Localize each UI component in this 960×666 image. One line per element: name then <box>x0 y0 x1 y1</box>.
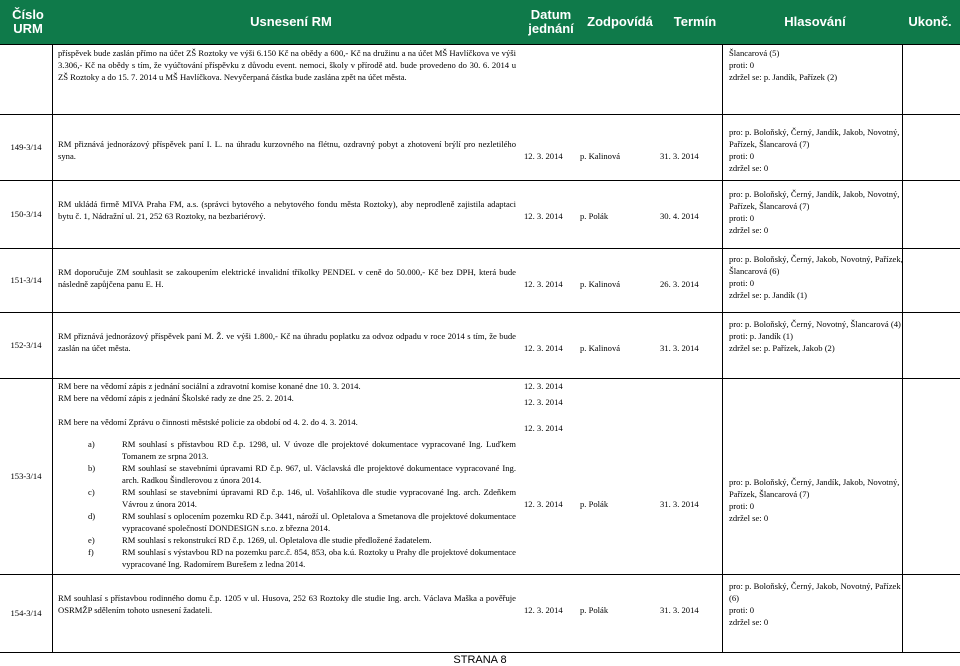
resolution-number: 150-3/14 <box>10 209 42 219</box>
table-row <box>0 44 960 114</box>
list-item: a) RM souhlasí s přístavbou RD č.p. 1298, ul. V úvoze dle projektové dokumentace vypracované Ing. Luďkem Tomanem ze srpna 2013. <box>88 439 516 461</box>
vote-against: proti: 0 <box>729 60 755 70</box>
vote-abstain: zdržel se: 0 <box>729 617 769 627</box>
table-header <box>0 0 960 44</box>
table-row <box>0 248 960 312</box>
header-cislo: Číslo URM <box>12 7 44 36</box>
meeting-date: 12. 3. 2014 <box>524 499 563 509</box>
table-row <box>0 312 960 378</box>
meeting-date: 12. 3. 2014 <box>524 279 563 289</box>
resolution-text: RM souhlasí s přístavbou rodinného domu č.p. 1205 v ul. Husova, 252 63 Roztoky dle studie Ing. arch. Václava Maška a pověřuje OSRMŽP sdělením tohoto usnesení žadateli. <box>58 593 516 615</box>
vote-for: pro: p. Boloňský, Černý, Jandík, Jakob, Novotný, Pařízek, Šlancarová (7) <box>729 189 900 211</box>
resolution-text: RM doporučuje ZM souhlasit se zakoupením elektrické invalidní tříkolky PENDEL v ceně do 50.000,- Kč bez DPH, která bude následně zapůjčena panu E. H. <box>58 267 516 289</box>
table-row <box>0 180 960 248</box>
list-item: b) RM souhlasí se stavebními úpravami RD č.p. 967, ul. Václavská dle projektové dokumentace vypracované Ing. arch. Radkou Šindlerovou z února 2014. <box>88 463 516 485</box>
note-date: 12. 3. 2014 <box>524 423 563 433</box>
vote-against: proti: 0 <box>729 151 755 161</box>
meeting-date: 12. 3. 2014 <box>524 151 563 161</box>
vote-result <box>729 126 904 174</box>
note-social-commission: RM bere na vědomí zápis z jednání sociální a zdravotní komise konané dne 10. 3. 2014. <box>58 381 361 391</box>
vote-for: Šlancarová (5) <box>729 48 780 58</box>
header-ukonceno: Ukonč. <box>908 14 952 29</box>
resolution-number: 153-3/14 <box>10 471 42 481</box>
header-zodpovida: Zodpovídá <box>587 14 653 29</box>
vote-abstain: zdržel se: 0 <box>729 225 769 235</box>
deadline: 26. 3. 2014 <box>660 279 699 289</box>
resolution-text: RM přiznává jednorázový příspěvek paní I. L. na úhradu kurzovného na flétnu, ozdravný pobyt a zhotovení brýlí pro nezletilého syna. <box>58 139 516 161</box>
vote-for: pro: p. Boloňský, Černý, Novotný, Šlancarová (4) <box>729 319 901 329</box>
meeting-date: 12. 3. 2014 <box>524 605 563 615</box>
note-date: 12. 3. 2014 <box>524 397 563 407</box>
header-hlasovani: Hlasování <box>784 14 846 29</box>
vote-abstain: zdržel se: 0 <box>729 513 769 523</box>
vote-abstain: zdržel se: p. Jandík, Pařízek (2) <box>729 72 838 82</box>
resolution-text: RM ukládá firmě MIVA Praha FM, a.s. (správci bytového a nebytového fondu města Roztoky), aby neprodleně zajistila adaptaci bytu č. 1, Nádražní ul. 21, 252 63 Roztoky, na bezbariérový. <box>58 199 516 221</box>
vote-against: proti: p. Jandík (1) <box>729 331 793 341</box>
vote-for: pro: p. Boloňský, Černý, Jakob, Novotný, Pařízek, Šlancarová (6) <box>729 254 903 276</box>
row-divider <box>0 652 960 653</box>
resolution-text: RM přiznává jednorázový příspěvek paní M. Ž. ve výši 1.800,- Kč na úhradu poplatku za odvoz odpadu v roce 2014 s tím, že bude zaslán na účet města. <box>58 331 516 353</box>
header-usneseni: Usnesení RM <box>250 14 332 29</box>
table-row <box>0 574 960 652</box>
vote-against: proti: 0 <box>729 501 755 511</box>
building-approvals-list <box>58 438 516 570</box>
responsible-person: p. Kalinová <box>580 151 621 161</box>
responsible-person: p. Kalinová <box>580 279 621 289</box>
list-item: d) RM souhlasí s oplocením pozemku RD č.p. 3441, nároží ul. Opletalova a Smetanova dle projektové dokumentace vypracované společností DONDESIGN s.r.o. z března 2014. <box>88 511 516 533</box>
header-termin: Termín <box>673 14 717 29</box>
table-row <box>0 378 960 574</box>
list-item: f) RM souhlasí s výstavbou RD na pozemku parc.č. 854, 853, oba k.ú. Roztoky u Prahy dle projektové dokumentace vypracované Ing. Radomírem Burešem z ledna 2014. <box>88 547 516 569</box>
deadline: 30. 4. 2014 <box>660 211 699 221</box>
vote-result <box>729 253 904 301</box>
note-school-board: RM bere na vědomí zápis z jednání Školské rady ze dne 25. 2. 2014. <box>58 393 294 403</box>
header-datum: Datum jednání <box>528 7 574 36</box>
deadline: 31. 3. 2014 <box>660 499 699 509</box>
resolution-text: příspěvek bude zaslán přímo na účet ZŠ Roztoky ve výši 6.150 Kč na obědy a 600,- Kč na družinu a na účet MŠ Havlíčkova ve výši 3.306,- Kč na obědy s tím, že vyúčtování příspěvku z důvodu event. nemoci, školy v přírodě atd. bude provedeno do 30. 6. 2014 u ZŠ Roztoky a do 15. 7. 2014 u MŠ Havlíčkova. Nevyčerpaná částka bude zaslána zpět na účet města. <box>58 48 516 82</box>
vote-against: proti: 0 <box>729 213 755 223</box>
table-row <box>0 114 960 180</box>
vote-abstain: zdržel se: p. Jandík (1) <box>729 290 808 300</box>
resolution-number: 152-3/14 <box>10 340 42 350</box>
responsible-person: p. Polák <box>580 211 609 221</box>
responsible-person: p. Polák <box>580 605 609 615</box>
list-item: c) RM souhlasí se stavebními úpravami RD č.p. 146, ul. Vošahlíkova dle studie vypracované Ing. arch. Zdeňkem Vávrou z února 2014. <box>88 487 516 509</box>
resolution-number: 154-3/14 <box>10 608 42 618</box>
note-date: 12. 3. 2014 <box>524 381 563 391</box>
vote-for: pro: p. Boloňský, Černý, Jandík, Jakob, Novotný, Pařízek, Šlancarová (7) <box>729 127 900 149</box>
vote-result <box>729 47 904 83</box>
vote-against: proti: 0 <box>729 278 755 288</box>
vote-result <box>729 188 904 236</box>
vote-against: proti: 0 <box>729 605 755 615</box>
responsible-person: p. Kalinová <box>580 343 621 353</box>
vote-for: pro: p. Boloňský, Černý, Jandík, Jakob, Novotný, Pařízek, Šlancarová (7) <box>729 477 900 499</box>
responsible-person: p. Polák <box>580 499 609 509</box>
note-police-report: RM bere na vědomí Zprávu o činnosti městské policie za období od 4. 2. do 4. 3. 2014. <box>58 417 358 427</box>
vote-for: pro: p. Boloňský, Černý, Jakob, Novotný, Pařízek (6) <box>729 581 901 603</box>
vote-result <box>729 476 904 524</box>
vote-abstain: zdržel se: p. Pařízek, Jakob (2) <box>729 343 835 353</box>
resolutions-table <box>0 44 960 652</box>
list-item: e) RM souhlasí s rekonstrukcí RD č.p. 1269, ul. Opletalova dle studie předložené žadatelem. <box>88 535 432 545</box>
meeting-date: 12. 3. 2014 <box>524 343 563 353</box>
deadline: 31. 3. 2014 <box>660 343 699 353</box>
deadline: 31. 3. 2014 <box>660 605 699 615</box>
vote-result <box>729 318 904 354</box>
vote-result <box>729 580 904 628</box>
resolution-number: 151-3/14 <box>10 275 42 285</box>
meeting-date: 12. 3. 2014 <box>524 211 563 221</box>
deadline: 31. 3. 2014 <box>660 151 699 161</box>
resolution-number: 149-3/14 <box>10 142 42 152</box>
vote-abstain: zdržel se: 0 <box>729 163 769 173</box>
page-number: STRANA 8 <box>453 654 507 666</box>
